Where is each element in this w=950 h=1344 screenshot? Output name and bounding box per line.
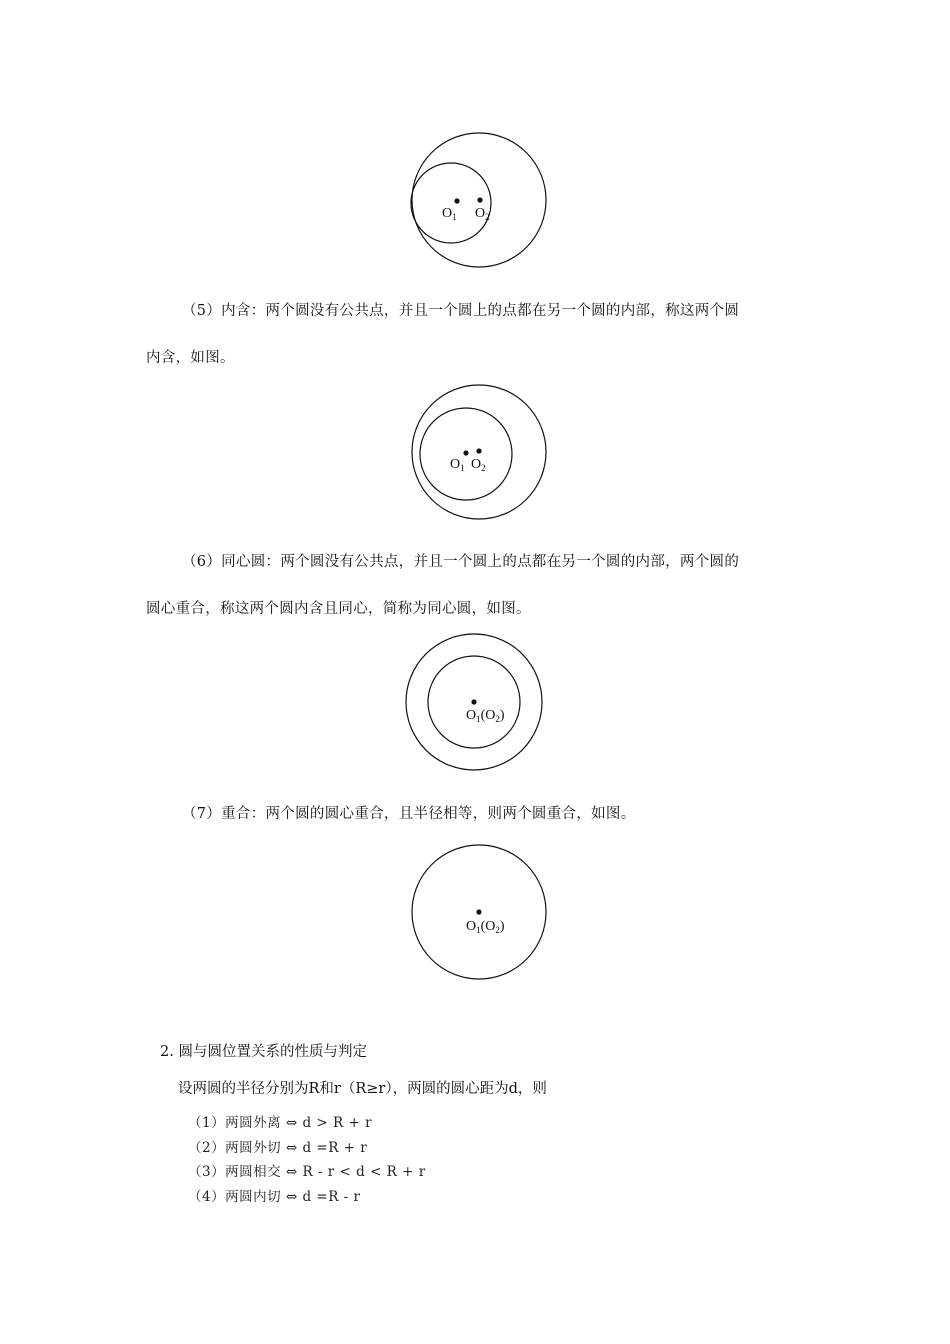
section-intro: 设两圆的半径分别为R和r（R≥r），两圆的圆心距为d，则	[178, 1081, 547, 1097]
label-o1: O	[466, 919, 477, 934]
paragraph-contained	[146, 288, 810, 382]
label-o1-sub: 1	[476, 714, 481, 724]
section-heading: 2. 圆与圆位置关系的性质与判定	[160, 1044, 367, 1060]
label-o1: O	[466, 708, 477, 723]
center-dot-o1	[454, 198, 459, 203]
paragraph-line: （5）内含：两个圆没有公共点，并且一个圆上的点都在另一个圆的内部，称这两个圆	[182, 303, 740, 319]
label-o2: (O	[480, 919, 496, 934]
paragraph-line: 圆心重合，称这两个圆内含且同心，简称为同心圆，如图。	[146, 601, 531, 617]
figure-concentric	[400, 635, 550, 780]
figure-contained	[405, 380, 555, 525]
label-o2-sub: 2	[495, 714, 500, 724]
label-o2: (O	[480, 708, 496, 723]
svg-text:O1	[442, 206, 457, 222]
condition-1: （1）两圆外离 ⇔ d > R + r	[188, 1115, 373, 1131]
label-o2: O	[475, 206, 486, 221]
condition-3: （3）两圆相交 ⇔ R - r < d < R + r	[188, 1164, 426, 1180]
label-o2-sub: 2	[495, 925, 500, 935]
center-dot-o2	[476, 448, 481, 453]
paragraph-line: （6）同心圆：两个圆没有公共点，并且一个圆上的点都在另一个圆的内部，两个圆的	[182, 554, 740, 570]
svg-text:O1(O2)	[466, 919, 505, 935]
condition-2: （2）两圆外切 ⇔ d =R + r	[188, 1140, 368, 1156]
label-o2-sub: 2	[481, 463, 486, 473]
center-dot-o1	[463, 450, 468, 455]
svg-text:O1(O2)	[466, 708, 505, 724]
inner-circle	[411, 163, 491, 243]
figure-coincident	[405, 840, 555, 985]
paragraph-coincident	[146, 791, 810, 838]
center-dot	[471, 699, 476, 704]
condition-4: （4）两圆内切 ⇔ d =R - r	[188, 1189, 361, 1205]
label-o1: O	[442, 206, 453, 221]
label-o1-sub: 1	[452, 212, 457, 222]
svg-text:O2	[471, 457, 486, 473]
paragraph-concentric	[146, 539, 810, 633]
label-paren: )	[499, 919, 505, 934]
label-o1-sub: 1	[460, 463, 465, 473]
center-dot	[476, 909, 481, 914]
label-o1-sub: 1	[476, 925, 481, 935]
svg-text:O2	[475, 206, 490, 222]
figure-internally-tangent	[405, 128, 555, 273]
center-dot-o2	[477, 197, 482, 202]
label-paren: )	[499, 708, 505, 723]
label-o2-sub: 2	[485, 212, 490, 222]
paragraph-line: （7）重合：两个圆的圆心重合，且半径相等，则两个圆重合，如图。	[182, 806, 636, 822]
paragraph-line: 内含，如图。	[146, 350, 235, 366]
svg-text:O1	[450, 457, 465, 473]
label-o2: O	[471, 457, 482, 472]
label-o1: O	[450, 457, 461, 472]
